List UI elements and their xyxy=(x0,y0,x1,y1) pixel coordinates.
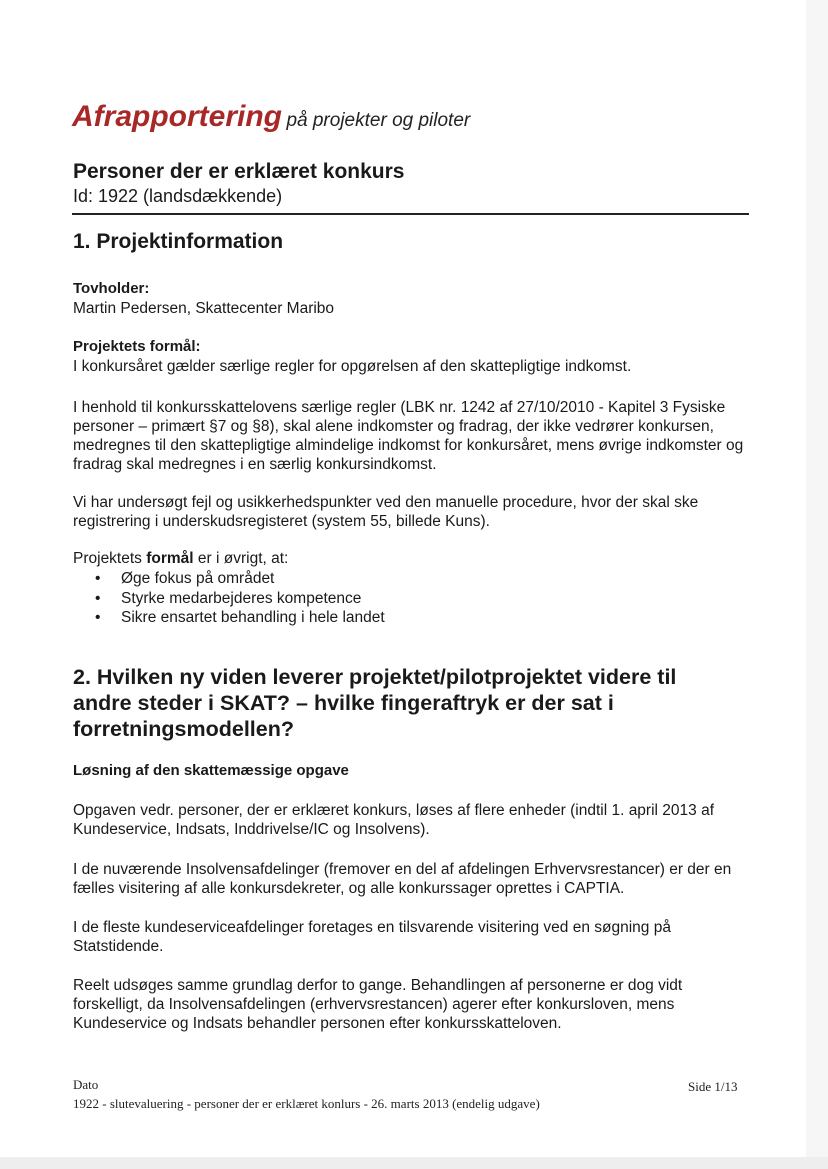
list-item-text: Styrke medarbejderes kompetence xyxy=(121,589,362,607)
section2-paragraph-4: Reelt udsøges samme grundlag derfor to gange. Behandlingen af personerne er dog vidt forskelligt, da Insolvensafdelingen (erhvervsrestancen) agerer efter konkursloven, mens Kundeservice og Indsats behandler personen efter konkursskatteloven. xyxy=(73,977,683,1032)
list-item xyxy=(73,569,385,589)
bullet-dot: • xyxy=(95,589,101,607)
scan-edge-right xyxy=(806,0,828,1169)
formaal-intro xyxy=(73,549,288,568)
tovholder-value: Martin Pedersen, Skattecenter Maribo xyxy=(73,300,335,317)
section2-paragraph-3: I de fleste kundeserviceafdelinger foretages en tilsvarende visitering ved en søgning på Statstidende. xyxy=(73,919,671,955)
footer-date-label: Dato xyxy=(73,1077,99,1092)
formaal-intro-bold: formål xyxy=(146,550,194,567)
project-id: Id: 1922 (landsdækkende) xyxy=(73,186,283,206)
formaal-bullet-list xyxy=(73,569,385,628)
footer-document-line: 1922 - slutevaluering - personer der er erklæret konlurs - 26. marts 2013 (endelig udgave) xyxy=(73,1096,540,1111)
formaal-paragraph-1: I konkursåret gælder særlige regler for opgørelsen af den skattepligtige indkomst. xyxy=(73,358,632,375)
project-name: Personer der er erklæret konkurs xyxy=(73,160,405,183)
section2-heading: 2. Hvilken ny viden leverer projektet/pilotprojektet videre til andre steder i SKAT? – hvilke fingeraftryk er der sat i forretningsmodellen? xyxy=(73,665,677,741)
formaal-paragraph-3: Vi har undersøgt fejl og usikkerhedspunkter ved den manuelle procedure, hvor der skal ske registrering i underskudsregisteret (system 55, billede Kuns). xyxy=(73,494,699,530)
formaal-intro-start: Projektets xyxy=(73,550,147,567)
list-item xyxy=(73,608,385,628)
header-divider xyxy=(72,213,749,215)
report-title-sub: på projekter og piloter xyxy=(286,110,471,131)
formaal-label: Projektets formål: xyxy=(73,338,201,355)
footer-page-number: Side 1/13 xyxy=(688,1079,738,1094)
bullet-dot: • xyxy=(95,570,101,587)
tovholder-label: Tovholder: xyxy=(73,280,150,297)
report-title xyxy=(72,100,470,134)
section1-heading: 1. Projektinformation xyxy=(73,230,284,253)
report-title-main: Afrapportering xyxy=(72,100,282,133)
list-item-text: Sikre ensartet behandling i hele landet xyxy=(121,609,385,626)
section2-paragraph-2: I de nuværende Insolvensafdelinger (fremover en del af afdelingen Erhvervsrestancer) er der en fælles visitering af alle konkursdekreter, og alle konkurssager oprettes i CAPTIA. xyxy=(73,861,732,897)
section2-paragraph-1: Opgaven vedr. personer, der er erklæret konkurs, løses af flere enheder (indtil 1. april 2013 af Kundeservice, Indsats, Inddrivelse/IC og Insolvens). xyxy=(73,802,715,838)
scan-edge-bottom xyxy=(0,1157,828,1169)
bullet-dot: • xyxy=(95,609,101,626)
section2-subheading: Løsning af den skattemæssige opgave xyxy=(73,762,349,779)
formaal-intro-end: er i øvrigt, at: xyxy=(193,550,289,567)
list-item xyxy=(73,589,385,609)
list-item-text: Øge fokus på området xyxy=(121,570,275,587)
formaal-paragraph-2: I henhold til konkursskattelovens særlige regler (LBK nr. 1242 af 27/10/2010 - Kapitel 3 Fysiske personer – primært §7 og §8), skal alene indkomster og fradrag, der ikke vedrører konkursen, medregnes til den skattepligtige almindelige indkomst for konkursåret, mens øvrige indkomster og fradrag skal medregnes i en særlig konkursindkomst. xyxy=(73,399,744,473)
